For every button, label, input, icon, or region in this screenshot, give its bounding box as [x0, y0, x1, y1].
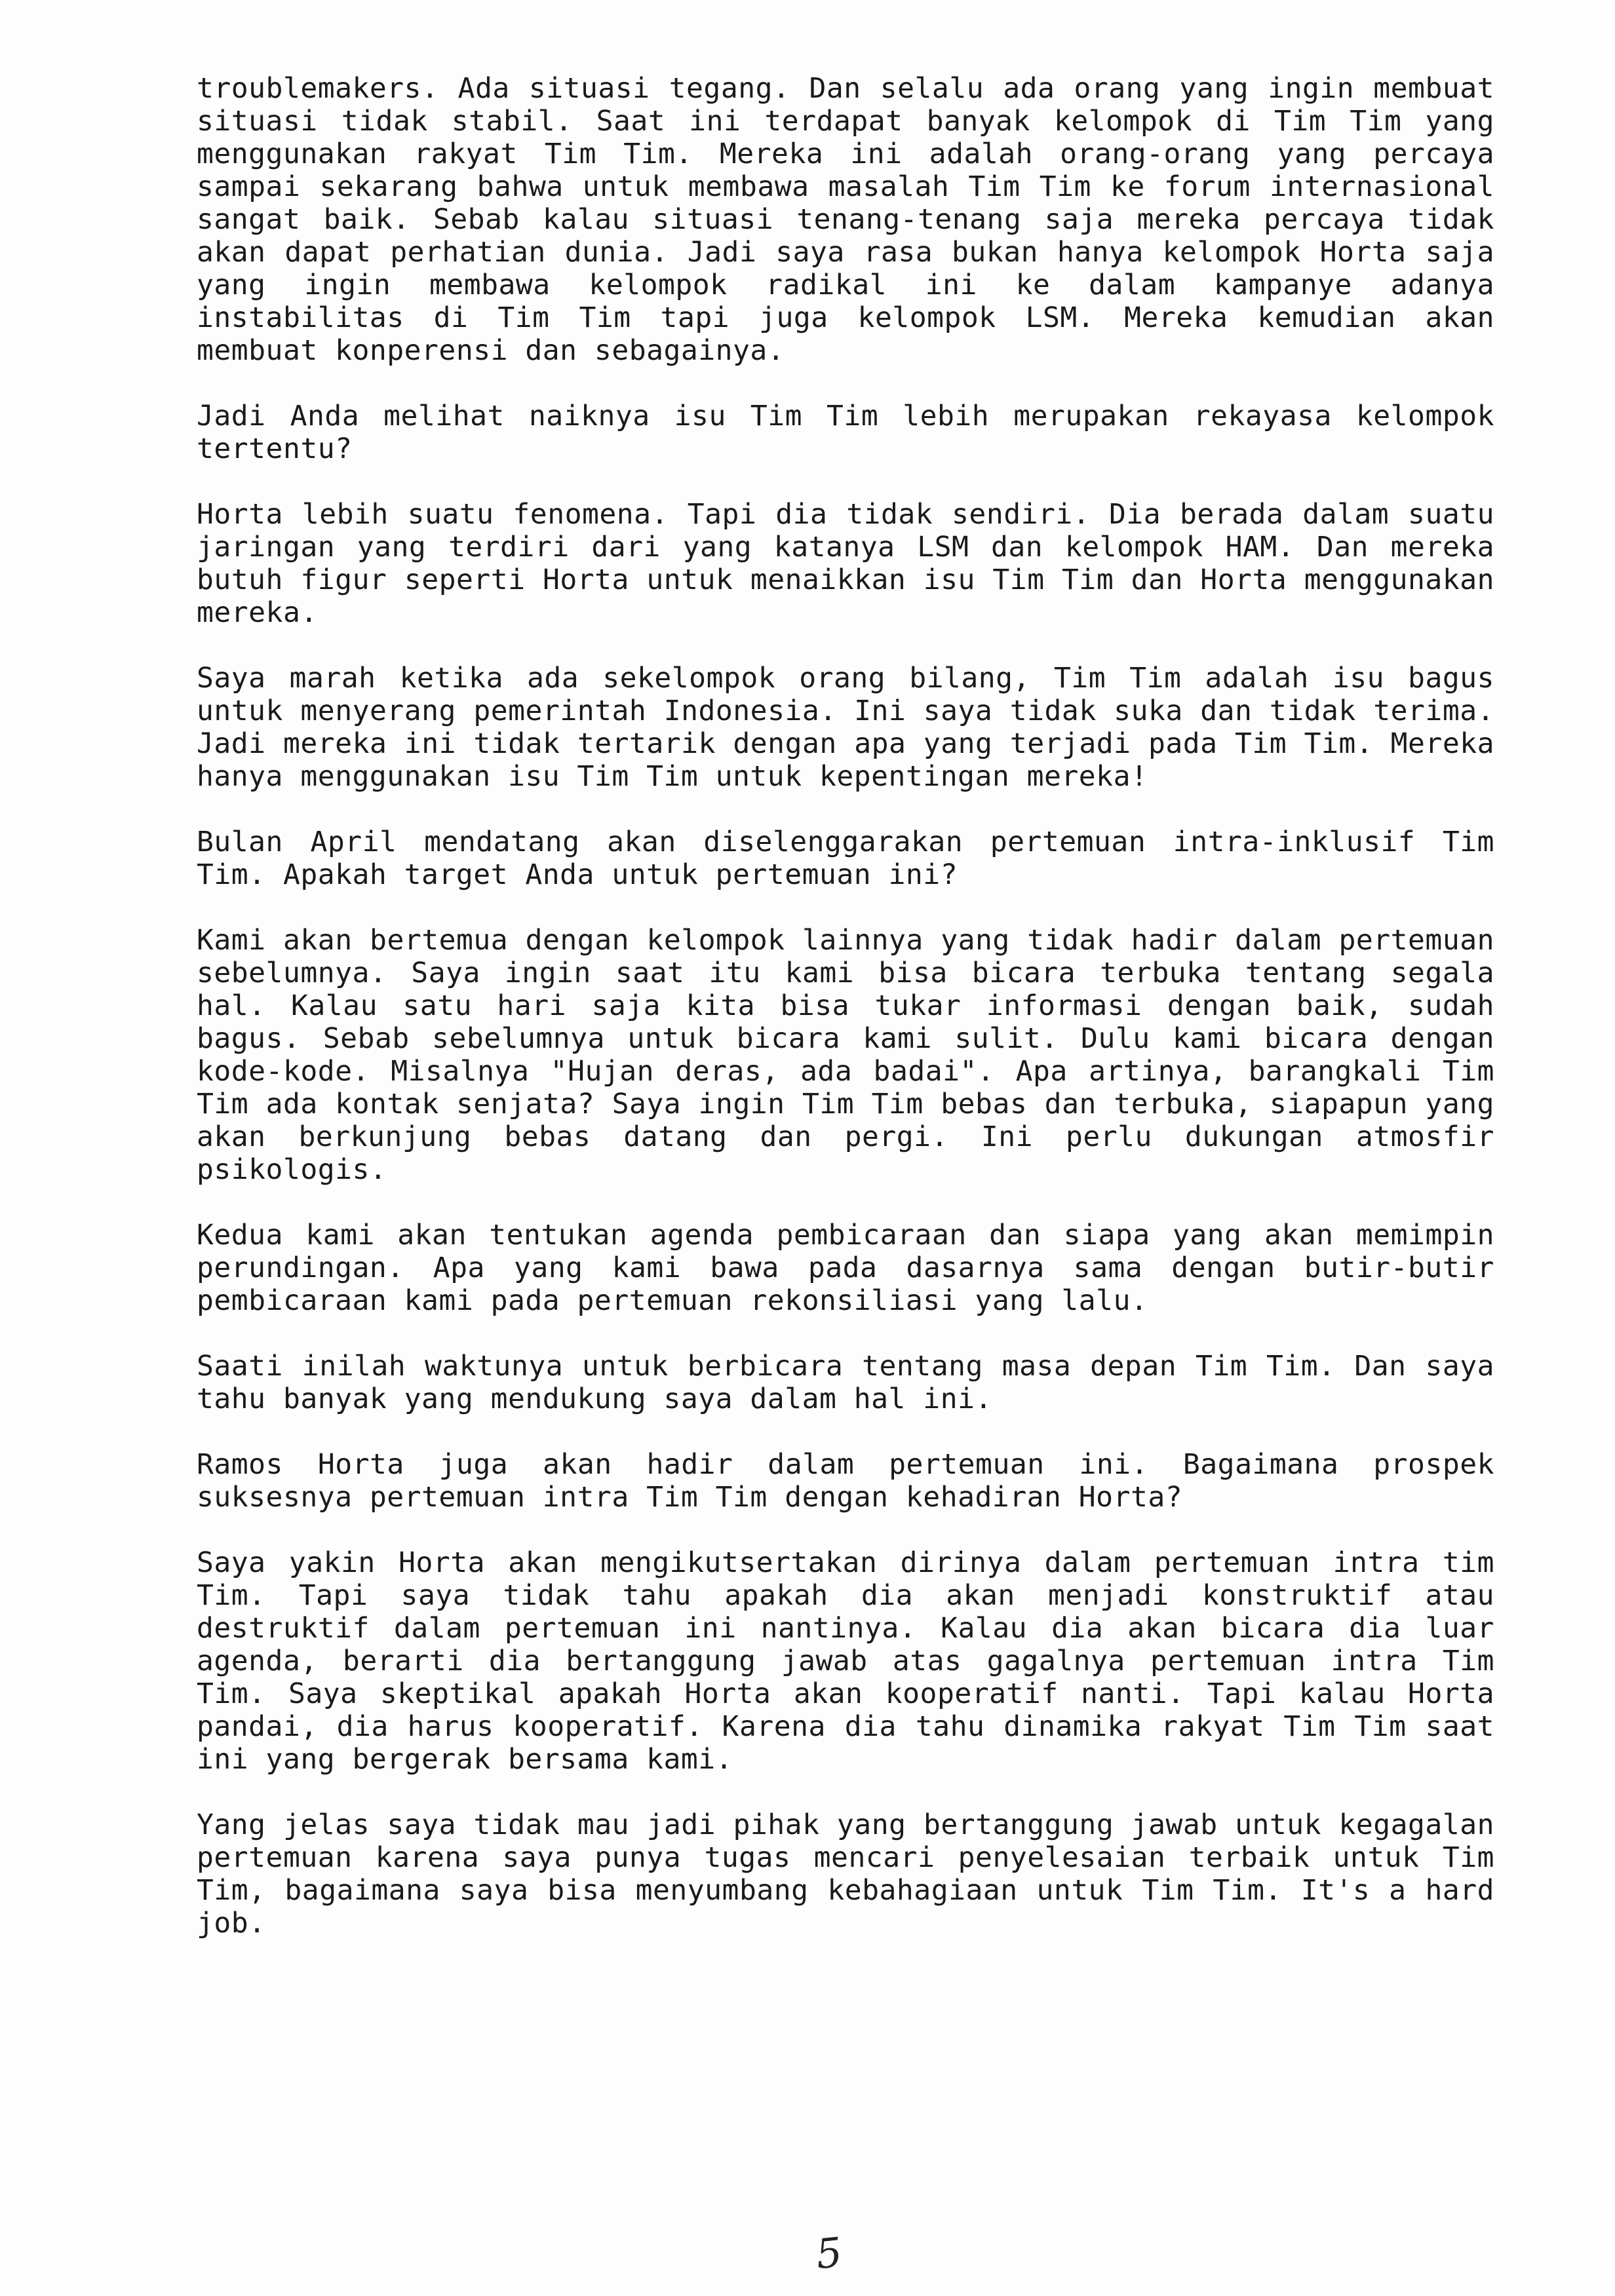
paragraph: Saya yakin Horta akan mengikutsertakan dirinya dalam pertemuan intra tim Tim. Tapi saya tidak tahu apakah dia akan menjadi konstruktif atau destruktif dalam pertemuan ini nantinya. Kalau dia akan bicara dia luar agenda, berarti dia bertanggung jawab atas gagalnya pertemuan intra Tim Tim. Saya skeptikal apakah Horta akan kooperatif nanti. Tapi kalau Horta pandai, dia harus kooperatif. Karena dia tahu dinamika rakyat Tim Tim saat ini yang bergerak bersama kami. — [197, 1546, 1494, 1776]
paragraph: Horta lebih suatu fenomena. Tapi dia tidak sendiri. Dia berada dalam suatu jaringan yang terdiri dari yang katanya LSM dan kelompok HAM. Dan mereka butuh figur seperti Horta untuk menaikkan isu Tim Tim dan Horta menggunakan mereka. — [197, 498, 1494, 629]
paragraph: Kedua kami akan tentukan agenda pembicaraan dan siapa yang akan memimpin perundingan. Apa yang kami bawa pada dasarnya sama dengan butir-butir pembicaraan kami pada pertemuan rekonsiliasi yang lalu. — [197, 1219, 1494, 1317]
document-body — [197, 72, 1494, 1972]
interview-question: Ramos Horta juga akan hadir dalam pertemuan ini. Bagaimana prospek suksesnya pertemuan intra Tim Tim dengan kehadiran Horta? — [197, 1448, 1494, 1514]
interview-question: Bulan April mendatang akan diselenggarakan pertemuan intra-inklusif Tim Tim. Apakah target Anda untuk pertemuan ini? — [197, 826, 1494, 891]
paragraph: Yang jelas saya tidak mau jadi pihak yang bertanggung jawab untuk kegagalan pertemuan karena saya punya tugas mencari penyelesaian terbaik untuk Tim Tim, bagaimana saya bisa menyumbang kebahagiaan untuk Tim Tim. It's a hard job. — [197, 1808, 1494, 1940]
handwritten-page-number: 5 — [813, 2228, 845, 2278]
paragraph: Kami akan bertemua dengan kelompok lainnya yang tidak hadir dalam pertemuan sebelumnya. Saya ingin saat itu kami bisa bicara terbuka tentang segala hal. Kalau satu hari saja kita bisa tukar informasi dengan baik, sudah bagus. Sebab sebelumnya untuk bicara kami sulit. Dulu kami bicara dengan kode-kode. Misalnya "Hujan deras, ada badai". Apa artinya, barangkali Tim Tim ada kontak senjata? Saya ingin Tim Tim bebas dan terbuka, siapapun yang akan berkunjung bebas datang dan pergi. Ini perlu dukungan atmosfir psikologis. — [197, 924, 1494, 1186]
paragraph: troublemakers. Ada situasi tegang. Dan selalu ada orang yang ingin membuat situasi tidak stabil. Saat ini terdapat banyak kelompok di Tim Tim yang menggunakan rakyat Tim Tim. Mereka ini adalah orang-orang yang percaya sampai sekarang bahwa untuk membawa masalah Tim Tim ke forum internasional sangat baik. Sebab kalau situasi tenang-tenang saja mereka percaya tidak akan dapat perhatian dunia. Jadi saya rasa bukan hanya kelompok Horta saja yang ingin membawa kelompok radikal ini ke dalam kampanye adanya instabilitas di Tim Tim tapi juga kelompok LSM. Mereka kemudian akan membuat konperensi dan sebagainya. — [197, 72, 1494, 367]
paragraph: Saati inilah waktunya untuk berbicara tentang masa depan Tim Tim. Dan saya tahu banyak yang mendukung saya dalam hal ini. — [197, 1350, 1494, 1415]
interview-question: Jadi Anda melihat naiknya isu Tim Tim lebih merupakan rekayasa kelompok tertentu? — [197, 400, 1494, 465]
paragraph: Saya marah ketika ada sekelompok orang bilang, Tim Tim adalah isu bagus untuk menyerang pemerintah Indonesia. Ini saya tidak suka dan tidak terima. Jadi mereka ini tidak tertarik dengan apa yang terjadi pada Tim Tim. Mereka hanya menggunakan isu Tim Tim untuk kepentingan mereka! — [197, 662, 1494, 793]
